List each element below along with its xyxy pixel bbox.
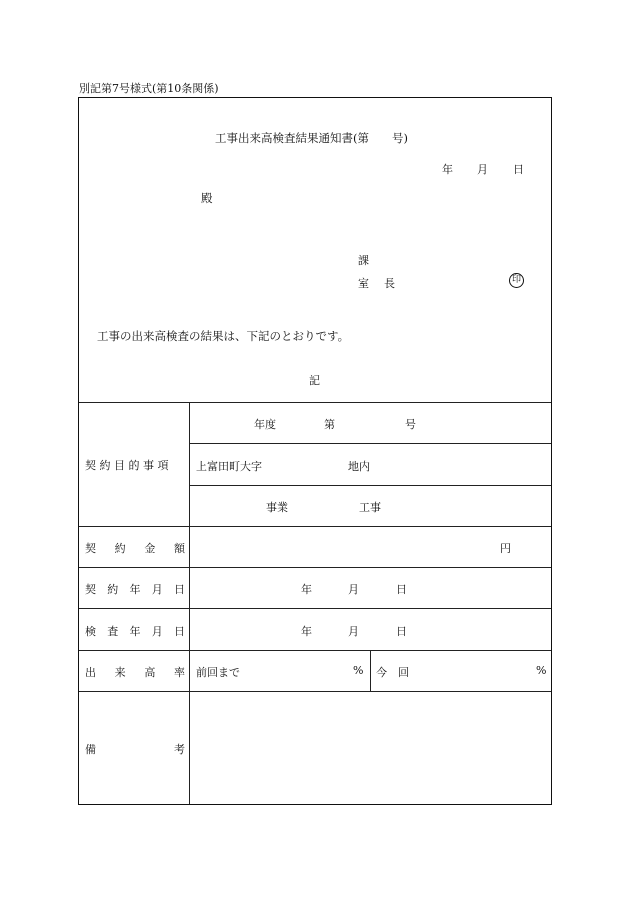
inspection-month: 月 xyxy=(348,625,359,638)
date-day-label: 日 xyxy=(513,163,524,176)
contract-year: 年 xyxy=(301,583,312,596)
row-divider xyxy=(79,526,551,527)
row-divider xyxy=(79,650,551,651)
addressee-suffix: 殿 xyxy=(201,191,213,205)
progress-rate-label: 出 来 高 率 xyxy=(85,666,185,679)
previous-percent: % xyxy=(353,664,364,677)
date-month-label: 月 xyxy=(477,163,488,176)
form-frame xyxy=(78,97,552,805)
inspection-date-label: 検 査 年 月 日 xyxy=(85,625,185,638)
contract-day: 日 xyxy=(396,583,407,596)
dai-label: 第 xyxy=(324,418,335,431)
current-percent: % xyxy=(536,664,547,677)
body-text: 工事の出来高検査の結果は、下記のとおりです。 xyxy=(97,329,350,343)
remarks-label: 備 考 xyxy=(85,743,185,756)
contract-purpose-label: 契 約 目 的 事 項 xyxy=(85,459,169,472)
go-label: 号 xyxy=(405,418,416,431)
inspection-day: 日 xyxy=(396,625,407,638)
construction-label: 工事 xyxy=(359,501,381,514)
sender-department: 課 xyxy=(358,254,369,267)
amount-unit: 円 xyxy=(500,542,511,555)
row-divider xyxy=(79,608,551,609)
row-divider xyxy=(189,443,551,444)
location-suffix: 地内 xyxy=(348,460,370,473)
ki-label: 記 xyxy=(309,374,320,387)
current-label: 今 回 xyxy=(376,666,409,679)
row-divider xyxy=(79,691,551,692)
column-divider xyxy=(370,650,371,691)
document-title: 工事出来高検査結果通知書(第 号) xyxy=(215,131,408,145)
contract-month: 月 xyxy=(348,583,359,596)
location-label: 上富田町大字 xyxy=(196,460,262,473)
sender-chief: 長 xyxy=(384,277,395,290)
contract-amount-label: 契 約 金 額 xyxy=(85,542,185,555)
contract-date-label: 契 約 年 月 日 xyxy=(85,583,185,596)
row-divider xyxy=(79,567,551,568)
row-divider xyxy=(79,402,551,403)
form-reference: 別記第7号様式(第10条関係) xyxy=(79,82,219,95)
inspection-year: 年 xyxy=(301,625,312,638)
row-divider xyxy=(189,485,551,486)
previous-label: 前回まで xyxy=(196,666,240,679)
date-year-label: 年 xyxy=(442,163,453,176)
fiscal-year-label: 年度 xyxy=(254,418,276,431)
seal-mark: 印 xyxy=(509,273,524,288)
sender-office: 室 xyxy=(358,277,369,290)
column-divider xyxy=(189,402,190,804)
project-label: 事業 xyxy=(266,501,288,514)
